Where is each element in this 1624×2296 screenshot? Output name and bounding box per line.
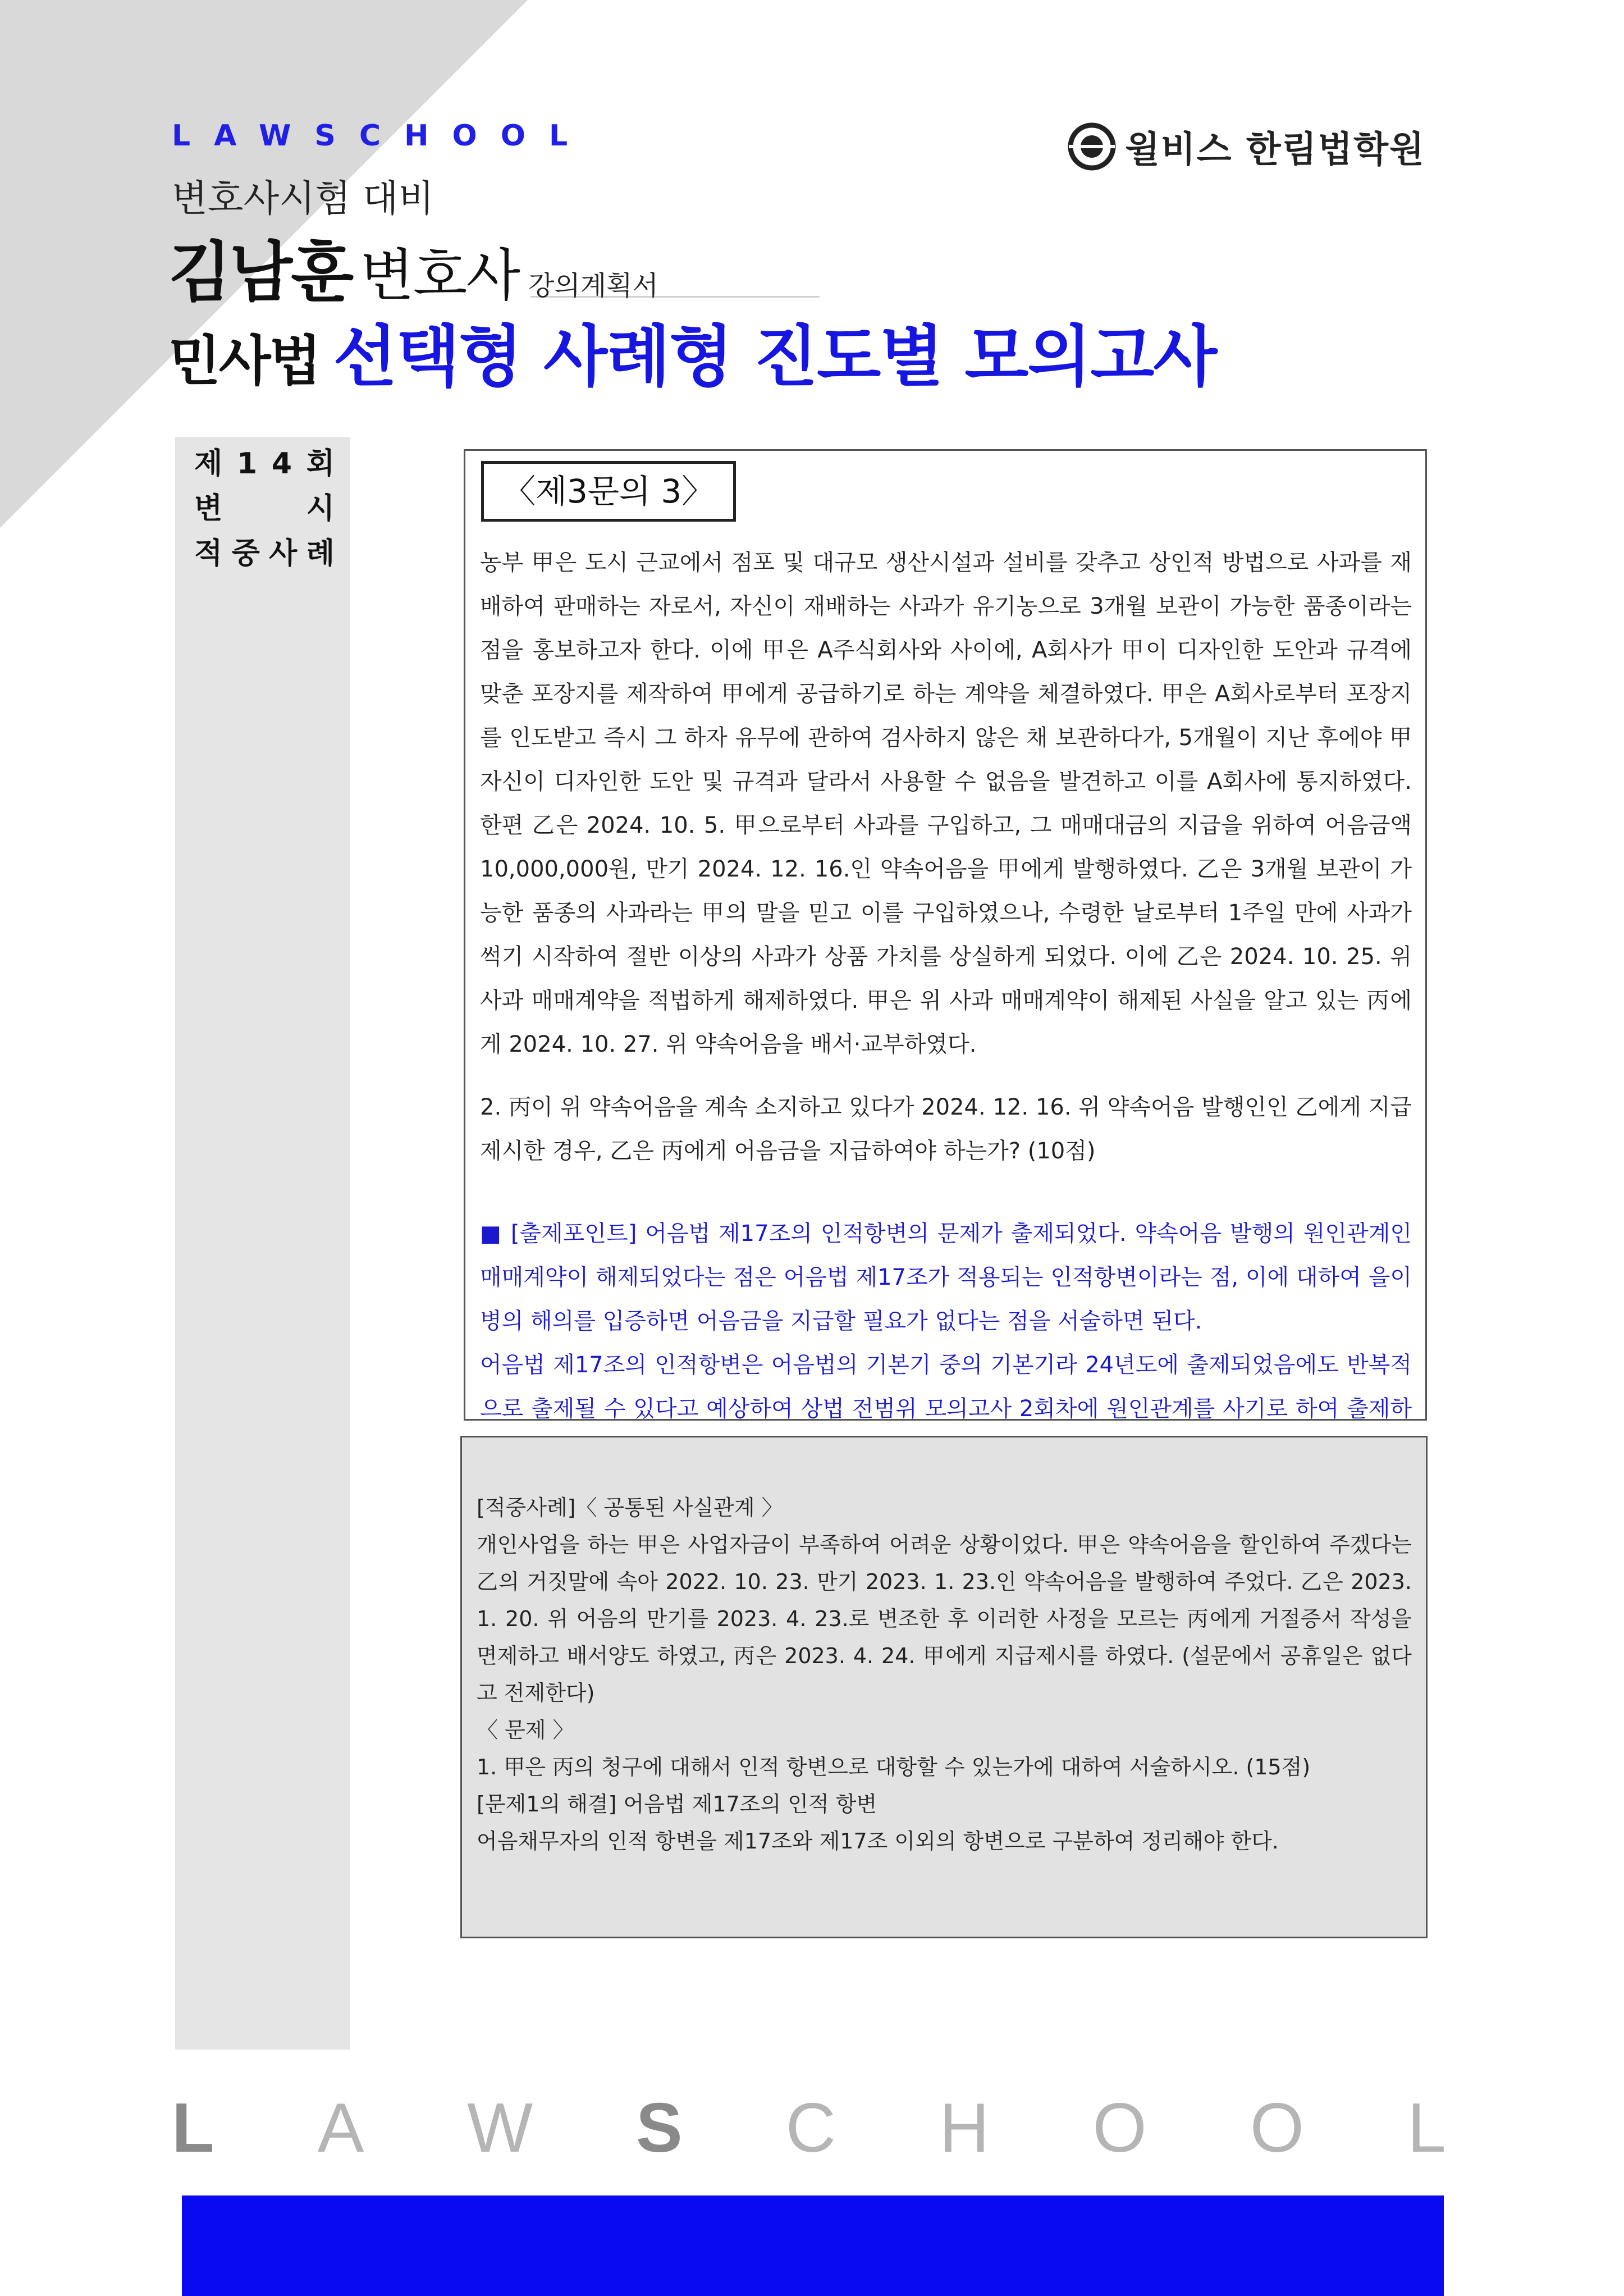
brand-letter: L — [172, 2089, 214, 2167]
brand-letter: O — [1250, 2089, 1305, 2167]
exam-point-paragraph: 어음법 제17조의 인적항변은 어음법의 기본기 중의 기본기라 24년도에 출제되었음에도 반복적으로 출제될 수 있다고 예상하여 상법 전범위 모의고사 2회차에 원인관계를 사기로 하여 출제하 — [480, 1352, 1412, 1422]
hit-case-content — [477, 1489, 1412, 1860]
academy-logo-text: 윌비스 한림법학원 — [1125, 129, 1425, 171]
side-label-line: 적 중 사 례 — [194, 537, 335, 570]
plan-label: 강의계획서 — [528, 270, 658, 302]
brand-letter: C — [785, 2089, 836, 2167]
brand-letter: W — [467, 2089, 533, 2167]
course-title-line — [168, 303, 1216, 399]
exam-point — [480, 1212, 1412, 1475]
question-facts: 농부 甲은 도시 근교에서 점포 및 대규모 생산시설과 설비를 갖추고 상인적 방법으로 사과를 재배하여 판매하는 자로서, 자신이 재배하는 사과가 유기농으로 3개월 보관이 가능한 품종이라는 점을 홍보하고자 한다. 이에 甲은 A주식회사와 사이에, A회사가 甲이 디자인한 도안과 규격에 맞춘 포장지를 제작하여 甲에게 공급하기로 하는 계약을 체결하였다. 甲은 A회사로부터 포장지를 인도받고 즉시 그 하자 유무에 관하여 검사하지 않은 채 보관하다가, 5개월이 지난 후에야 甲 자신이 디자인한 도안 및 규격과 달라서 사용할 수 없음을 발견하고 이를 A회사에 통지하였다. 한편 乙은 2024. 10. 5. 甲으로부터 사과를 구입하고, 그 매매대금의 지급을 위하여 어음금액 10,000,000원, 만기 2024. 12. 16.인 약속어음을 甲에게 발행하였다. 乙은 3개월 보관이 가능한 품종의 사과라는 甲의 말을 믿고 이를 구입하였으나, 수령한 날로부터 1주일 만에 사과가 썩기 시작하여 절반 이상의 사과가 상품 가치를 상실하게 되었다. 이에 乙은 2024. 10. 25. 위 사과 매매계약을 적법하게 해제하였다. 甲은 위 사과 매매계약이 해제된 사실을 알고 있는 丙에게 2024. 10. 27. 위 약속어음을 배서·교부하였다. — [480, 550, 1412, 1057]
question-problem: 2. 丙이 위 약속어음을 계속 소지하고 있다가 2024. 12. 16. 위 약속어음 발행인인 乙에게 지급제시한 경우, 乙은 丙에게 어음금을 지급하여야 하는가? (10점) — [480, 1094, 1412, 1164]
academy-logo — [1067, 121, 1425, 172]
case-facts: 개인사업을 하는 甲은 사업자금이 부족하여 어려운 상황이었다. 甲은 약속어음을 할인하여 주겠다는 乙의 거짓말에 속아 2022. 10. 23. 만기 2023. 1. 23.인 약속어음을 발행하여 주었다. 乙은 2023. 1. 20. 위 어음의 만기를 2023. 4. 23.로 변조한 후 이러한 사정을 모르는 丙에게 거절증서 작성을 면제하고 배서양도 하였고, 丙은 2023. 4. 24. 甲에게 지급제시를 하였다. (설문에서 공휴일은 없다고 전제한다) — [477, 1532, 1412, 1705]
footer-bar — [182, 2195, 1444, 2296]
question-box — [464, 449, 1427, 1421]
case-solution-heading: [문제1의 해결] 어음법 제17조의 인적 항변 — [477, 1792, 877, 1816]
brand-large — [172, 2089, 1446, 2167]
instructor-line — [168, 220, 658, 314]
instructor-role: 변호사 — [360, 243, 519, 308]
case-solution: 어음채무자의 인적 항변을 제17조와 제17조 이외의 항변으로 구분하여 정리해야 한다. — [477, 1829, 1279, 1854]
hit-case-box — [460, 1436, 1428, 1938]
brand-letter: S — [636, 2089, 683, 2167]
case-problem-heading: 〈 문제 〉 — [477, 1718, 574, 1742]
instructor-name: 김남훈 — [168, 235, 353, 311]
case-heading: [적중사례]〈 공통된 사실관계 〉 — [477, 1495, 783, 1520]
question-title: 〈제3문의 3〉 — [481, 461, 736, 522]
subject-label: 민사법 — [168, 330, 320, 392]
brand-letter: L — [1407, 2089, 1446, 2167]
exam-subtitle: 변호사시험 대비 — [172, 177, 434, 220]
brand-letter: H — [939, 2089, 990, 2167]
case-problem: 1. 甲은 丙의 청구에 대해서 인적 항변으로 대항할 수 있는가에 대하여 서술하시오. (15점) — [477, 1755, 1311, 1779]
side-panel — [175, 437, 350, 2049]
side-label-line: 변 시 — [194, 492, 335, 526]
brand-small: LAWSCHOOL — [172, 119, 592, 153]
side-label — [194, 441, 335, 576]
brand-letter: O — [1092, 2089, 1147, 2167]
brand-letter: A — [317, 2089, 364, 2167]
side-label-line: 제 1 4 회 — [194, 447, 335, 481]
willbes-logo-icon — [1067, 121, 1117, 172]
exam-point-paragraph: ■ [출제포인트] 어음법 제17조의 인적항변의 문제가 출제되었다. 약속어음 발행의 원인관계인 매매계약이 해제되었다는 점은 어음법 제17조가 적용되는 인적항변이라는 점, 이에 대하여 을이 병의 해의를 입증하면 어음금을 지급할 필요가 없다는 점을 서술하면 된다. — [480, 1221, 1412, 1334]
course-title: 선택형 사례형 진도별 모의고사 — [333, 318, 1216, 395]
